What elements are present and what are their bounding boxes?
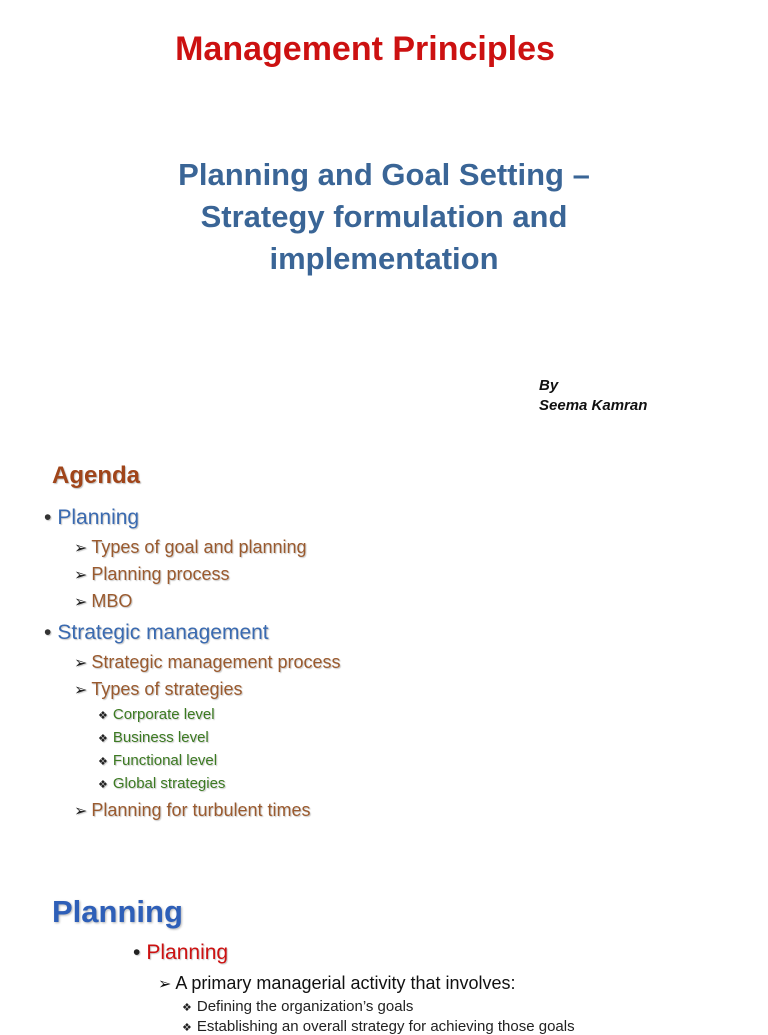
arrowhead-icon: ➢	[74, 594, 88, 611]
diamond-dots-icon: ❖	[182, 1002, 192, 1014]
arrowhead-icon: ➢	[74, 655, 88, 672]
agenda-subsubitem	[98, 752, 217, 769]
agenda-subsubitem-label: Corporate level	[112, 706, 215, 723]
bullet-dot-icon: •	[44, 506, 52, 529]
diamond-dots-icon: ❖	[98, 779, 108, 791]
agenda-subitem	[74, 537, 307, 558]
agenda-subitem	[74, 679, 242, 700]
bullet-dot-icon: •	[133, 941, 141, 964]
agenda-subsubitem	[98, 706, 215, 723]
subtitle-line: Strategy formulation and	[200, 199, 568, 234]
planning-bullet-label: Planning	[146, 941, 229, 964]
arrowhead-icon: ➢	[74, 682, 88, 699]
diamond-dots-icon: ❖	[98, 756, 108, 768]
agenda-subitem	[74, 652, 341, 673]
planning-subbullet	[158, 973, 516, 994]
agenda-item-label: Planning	[57, 506, 140, 529]
presentation-subtitle	[0, 154, 768, 280]
planning-subsubbullet	[182, 1018, 575, 1035]
diamond-dots-icon: ❖	[98, 733, 108, 745]
agenda-subitem-label: Planning process	[91, 564, 230, 584]
agenda-subitem-label: Strategic management process	[91, 652, 341, 672]
agenda-item-label: Strategic management	[57, 621, 269, 644]
planning-subsubbullet	[182, 998, 413, 1015]
agenda-subitem-label: Types of strategies	[91, 679, 243, 699]
agenda-item	[44, 621, 269, 645]
planning-subsubbullet-label: Defining the organization’s goals	[196, 998, 414, 1015]
author-block	[539, 376, 647, 416]
agenda-subsubitem	[98, 775, 225, 792]
planning-subbullet-label: A primary managerial activity that involves:	[175, 973, 516, 993]
agenda-title: Agenda	[52, 462, 141, 489]
agenda-item	[44, 506, 139, 530]
agenda-subsubitem-label: Functional level	[112, 752, 218, 769]
planning-slide-title: Planning	[52, 894, 183, 929]
agenda-subsubitem	[98, 729, 209, 746]
arrowhead-icon: ➢	[158, 976, 172, 993]
agenda-subitem-label: Types of goal and planning	[91, 537, 307, 557]
subtitle-line: implementation	[269, 241, 499, 276]
author-name: Seema Kamran	[539, 397, 648, 414]
subtitle-line: Planning and Goal Setting –	[178, 157, 590, 192]
by-label: By	[539, 377, 559, 394]
diamond-dots-icon: ❖	[182, 1022, 192, 1034]
agenda-subitem	[74, 591, 132, 612]
arrowhead-icon: ➢	[74, 540, 88, 557]
agenda-subitem-label: Planning for turbulent times	[91, 800, 311, 820]
agenda-subitem-label: MBO	[91, 591, 133, 611]
diamond-dots-icon: ❖	[98, 710, 108, 722]
agenda-subitem	[74, 564, 230, 585]
agenda-subsubitem-label: Global strategies	[112, 775, 226, 792]
planning-subsubbullet-label: Establishing an overall strategy for achieving those goals	[196, 1018, 575, 1035]
bullet-dot-icon: •	[44, 621, 52, 644]
presentation-title: Management Principles	[175, 30, 555, 68]
agenda-subsubitem-label: Business level	[112, 729, 209, 746]
arrowhead-icon: ➢	[74, 803, 88, 820]
planning-bullet	[133, 941, 228, 965]
arrowhead-icon: ➢	[74, 567, 88, 584]
agenda-subitem	[74, 800, 311, 821]
